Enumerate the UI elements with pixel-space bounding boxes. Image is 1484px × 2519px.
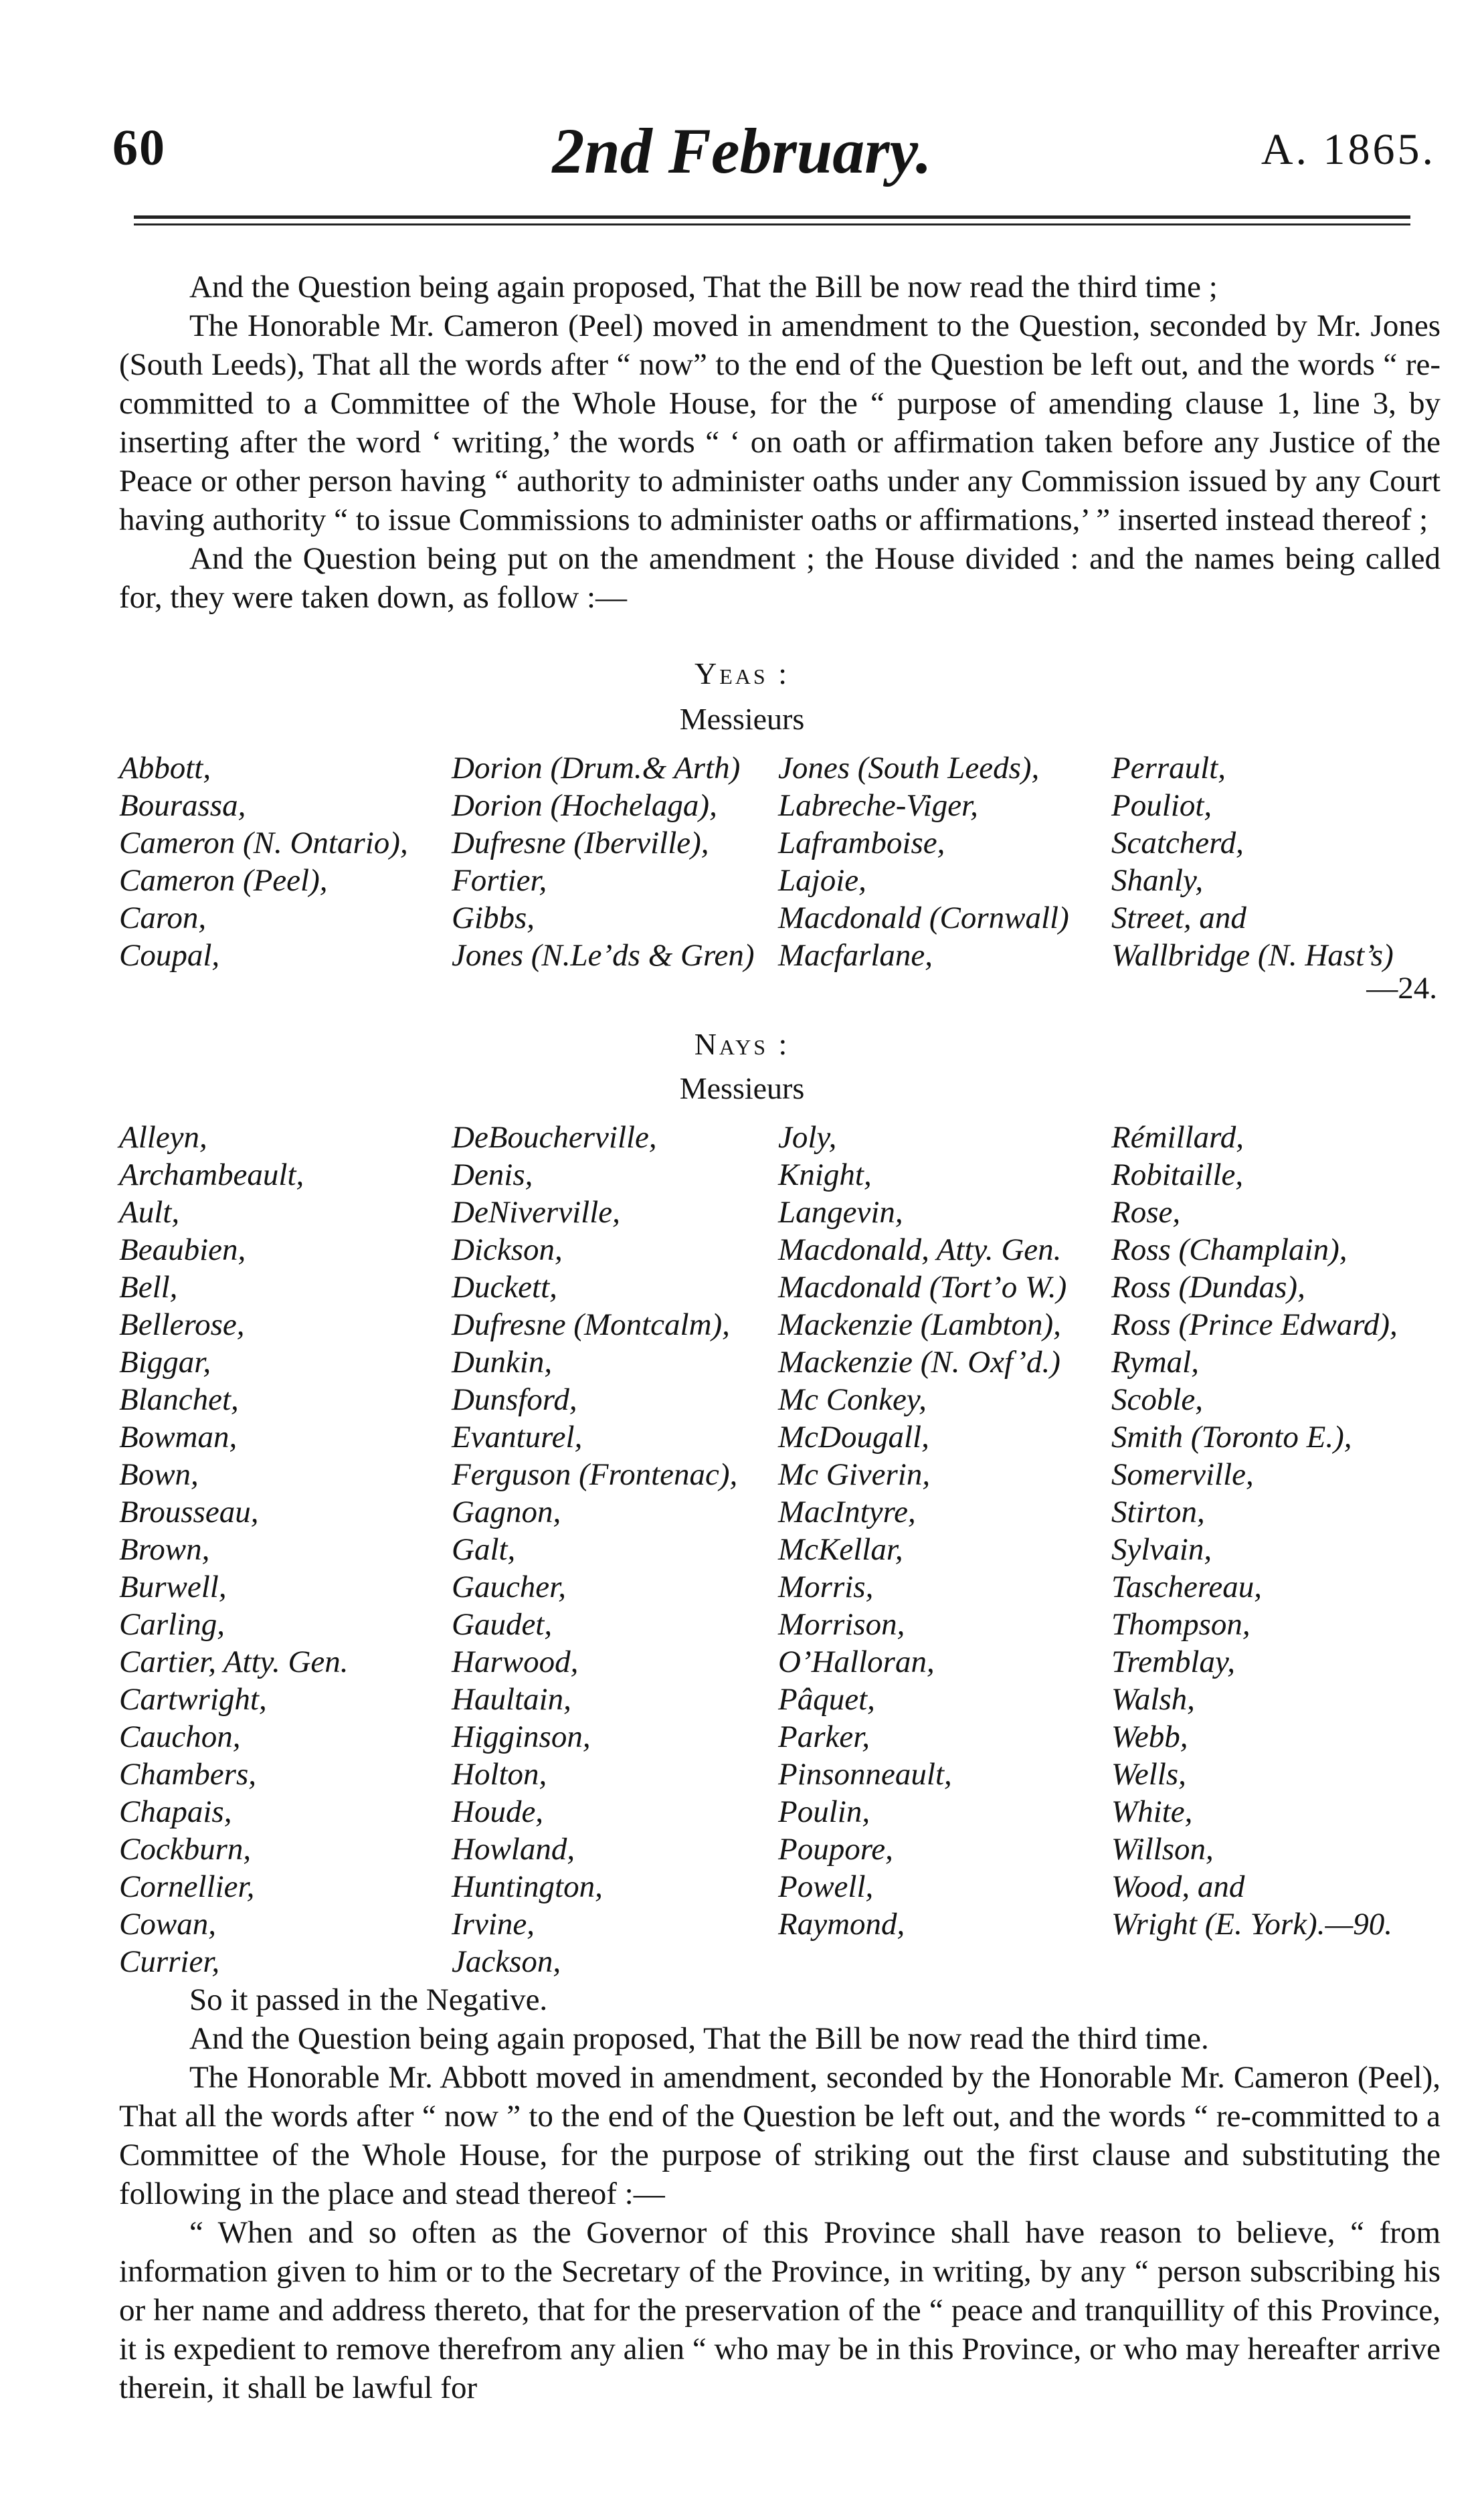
member-name: Galt, <box>452 1532 516 1567</box>
nays-heading: Nays : <box>694 1027 790 1061</box>
member-name: Langevin, <box>778 1195 903 1230</box>
member-name: Willson, <box>1111 1832 1214 1867</box>
member-name: Wood, and <box>1111 1869 1245 1904</box>
yeas-column-3 <box>778 749 1069 974</box>
member-name: Cartwright, <box>119 1682 267 1717</box>
member-name: Fortier, <box>452 863 547 898</box>
member-name: Macdonald (Tort’o W.) <box>778 1270 1067 1305</box>
member-name: Bellerose, <box>119 1307 245 1342</box>
paragraph: And the Question being again proposed, That the Bill be now read the third time. <box>189 2021 1209 2056</box>
page-title: 2nd February. <box>552 115 932 187</box>
member-name: DeNiverville, <box>452 1195 620 1230</box>
member-name: Denis, <box>452 1157 533 1192</box>
member-name: Laframboise, <box>778 826 945 860</box>
member-name: Ferguson (Frontenac), <box>452 1457 738 1492</box>
paragraph: The Honorable Mr. Abbott moved in amendment, seconded by the Honorable Mr. Cameron (Peel), That all the words after “ now ” to the end of the Question be left out, and the words “ re-committed to a Committee of the Whole House, for the purpose of striking out the first clause and substituting the following in the place and stead thereof :— <box>119 2060 1441 2211</box>
member-name: Shanly, <box>1111 863 1204 898</box>
member-name: Perrault, <box>1111 751 1226 785</box>
header-rule-bottom <box>134 223 1410 225</box>
member-name: Taschereau, <box>1111 1570 1262 1604</box>
member-name: Bown, <box>119 1457 199 1492</box>
paragraph: And the Question being put on the amendment ; the House divided : and the names being called for, they were taken down, as follow :— <box>119 541 1441 615</box>
member-name: DeBoucherville, <box>452 1120 657 1155</box>
member-name: Pouliot, <box>1111 788 1212 823</box>
member-name: Evanturel, <box>452 1420 583 1455</box>
member-name: Dorion (Drum.& Arth) <box>452 751 741 785</box>
nays-column-3 <box>778 1119 1066 1943</box>
member-name: Brousseau, <box>119 1495 259 1529</box>
member-name: Jackson, <box>452 1944 561 1979</box>
paragraph: And the Question being again proposed, That the Bill be now read the third time ; <box>189 270 1218 304</box>
member-name: Street, and <box>1111 901 1246 935</box>
member-name: Ault, <box>119 1195 180 1230</box>
yeas-heading: Yeas : <box>694 656 790 690</box>
member-name: Dunkin, <box>452 1345 553 1380</box>
nays-column-4 <box>1111 1119 1398 1943</box>
member-name: Ross (Champlain), <box>1111 1232 1348 1267</box>
member-name: Higginson, <box>452 1719 591 1754</box>
member-name: Cornellier, <box>119 1869 255 1904</box>
nays-column-1 <box>119 1119 349 1980</box>
member-name: Cameron (N. Ontario), <box>119 826 408 860</box>
member-name: Dickson, <box>452 1232 563 1267</box>
member-name: Caron, <box>119 901 207 935</box>
member-name: Sylvain, <box>1111 1532 1212 1567</box>
member-name: Dorion (Hochelaga), <box>452 788 717 823</box>
member-name: Harwood, <box>452 1645 579 1679</box>
member-name: Mc Conkey, <box>778 1382 927 1417</box>
yeas-total: —24. <box>1366 971 1437 1006</box>
member-name: Mackenzie (N. Oxf’d.) <box>778 1345 1060 1380</box>
member-name: Dufresne (Iberville), <box>452 826 709 860</box>
member-name: Gaudet, <box>452 1607 553 1642</box>
member-name: Cartier, Atty. Gen. <box>119 1645 349 1679</box>
member-name: Somerville, <box>1111 1457 1254 1492</box>
paragraph: “ When and so often as the Governor of this Province shall have reason to believe, “ from information given to him or to the Secretary of the Province, in writing, by any “ person subscribing his or her name and address thereto, that for the preservation of the “ peace and tranquillity of this Province, it is expedient to remove therefrom any alien “ who may be in this Province, or who may hereafter arrive therein, it shall be lawful for <box>119 2215 1441 2405</box>
closing-paragraphs <box>119 1980 1441 2407</box>
member-name: Chapais, <box>119 1794 232 1829</box>
member-name: Bourassa, <box>119 788 246 823</box>
member-name: Poupore, <box>778 1832 893 1867</box>
member-name: Gibbs, <box>452 901 535 935</box>
member-name: Howland, <box>452 1832 575 1867</box>
nays-messieurs: Messieurs <box>679 1071 805 1105</box>
member-name: Smith (Toronto E.), <box>1111 1420 1352 1455</box>
member-name: Houde, <box>452 1794 544 1829</box>
nays-list <box>119 1119 1444 1988</box>
member-name: Cowan, <box>119 1907 216 1942</box>
yeas-messieurs: Messieurs <box>679 702 805 736</box>
member-name: Beaubien, <box>119 1232 246 1267</box>
member-name: Irvine, <box>452 1907 535 1942</box>
member-name: Dunsford, <box>452 1382 577 1417</box>
member-name: Tremblay, <box>1111 1645 1235 1679</box>
member-name: Alleyn, <box>119 1120 207 1155</box>
member-name: Bowman, <box>119 1420 238 1455</box>
member-name: Joly, <box>778 1120 837 1155</box>
member-name: Dufresne (Montcalm), <box>452 1307 730 1342</box>
member-name: Archambeault, <box>119 1157 304 1192</box>
member-name: Currier, <box>119 1944 220 1979</box>
member-name: Mc Giverin, <box>778 1457 931 1492</box>
member-name: Wallbridge (N. Hast’s) <box>1111 938 1394 973</box>
member-name: O’Halloran, <box>778 1645 935 1679</box>
member-name: Rémillard, <box>1111 1120 1244 1155</box>
member-name: Chambers, <box>119 1757 256 1792</box>
member-name: Burwell, <box>119 1570 227 1604</box>
member-name: Bell, <box>119 1270 178 1305</box>
member-name: Jones (N.Le’ds & Gren) <box>452 938 755 973</box>
member-name: Biggar, <box>119 1345 211 1380</box>
member-name: Scatcherd, <box>1111 826 1244 860</box>
member-name: McDougall, <box>778 1420 929 1455</box>
member-name: Pinsonneault, <box>778 1757 952 1792</box>
paragraph: So it passed in the Negative. <box>189 1982 548 2017</box>
member-name: Cockburn, <box>119 1832 252 1867</box>
member-name: Holton, <box>452 1757 547 1792</box>
member-name: Powell, <box>778 1869 874 1904</box>
member-name: Rymal, <box>1111 1345 1199 1380</box>
yeas-column-1 <box>119 749 408 974</box>
yeas-column-4 <box>1111 749 1394 974</box>
member-name: Rose, <box>1111 1195 1181 1230</box>
member-name: Lajoie, <box>778 863 866 898</box>
member-name: Mackenzie (Lambton), <box>778 1307 1061 1342</box>
member-name: Robitaille, <box>1111 1157 1244 1192</box>
member-name: Ross (Dundas), <box>1111 1270 1305 1305</box>
member-name: Brown, <box>119 1532 210 1567</box>
member-name: Coupal, <box>119 938 220 973</box>
member-name: Carling, <box>119 1607 225 1642</box>
paragraph: The Honorable Mr. Cameron (Peel) moved in amendment to the Question, seconded by Mr. Jones (South Leeds), That all the words after “ now” to the end of the Question be left out, and the words “ re-committed to a Committee of the Whole House, for the “ purpose of amending clause 1, line 3, by inserting after the word ‘ writing,’ the words “ ‘ on oath or affirmation taken before any Justice of the Peace or other person having “ authority to administer oaths under any Commission issued by any Court having authority “ to issue Commissions to administer oaths or affirmations,’ ” inserted instead thereof ; <box>119 308 1441 537</box>
member-name: Thompson, <box>1111 1607 1250 1642</box>
member-name: White, <box>1111 1794 1193 1829</box>
yeas-column-2 <box>452 749 755 974</box>
member-name: Parker, <box>778 1719 870 1754</box>
member-name: MacIntyre, <box>778 1495 916 1529</box>
member-name: Ross (Prince Edward), <box>1111 1307 1398 1342</box>
member-name: Labreche-Viger, <box>778 788 978 823</box>
member-name: Cauchon, <box>119 1719 241 1754</box>
yeas-list <box>119 749 1444 984</box>
member-name: Knight, <box>778 1157 872 1192</box>
header-rule-top <box>134 215 1410 219</box>
page-year: A. 1865. <box>1261 125 1436 174</box>
member-name: Wright (E. York).—90. <box>1111 1907 1392 1942</box>
member-name: Blanchet, <box>119 1382 239 1417</box>
member-name: Haultain, <box>452 1682 571 1717</box>
member-name: Jones (South Leeds), <box>778 751 1040 785</box>
member-name: Macdonald (Cornwall) <box>778 901 1069 935</box>
member-name: McKellar, <box>778 1532 903 1567</box>
member-name: Duckett, <box>452 1270 557 1305</box>
member-name: Morrison, <box>778 1607 905 1642</box>
member-name: Poulin, <box>778 1794 870 1829</box>
member-name: Scoble, <box>1111 1382 1204 1417</box>
member-name: Gaucher, <box>452 1570 566 1604</box>
member-name: Morris, <box>778 1570 874 1604</box>
member-name: Walsh, <box>1111 1682 1195 1717</box>
nays-column-2 <box>452 1119 737 1980</box>
page-number: 60 <box>112 120 166 176</box>
member-name: Pâquet, <box>778 1682 875 1717</box>
member-name: Wells, <box>1111 1757 1186 1792</box>
member-name: Huntington, <box>452 1869 603 1904</box>
member-name: Stirton, <box>1111 1495 1205 1529</box>
member-name: Raymond, <box>778 1907 905 1942</box>
member-name: Gagnon, <box>452 1495 561 1529</box>
opening-paragraphs <box>119 268 1441 617</box>
member-name: Macdonald, Atty. Gen. <box>778 1232 1062 1267</box>
member-name: Webb, <box>1111 1719 1188 1754</box>
member-name: Macfarlane, <box>778 938 933 973</box>
member-name: Abbott, <box>119 751 211 785</box>
member-name: Cameron (Peel), <box>119 863 328 898</box>
